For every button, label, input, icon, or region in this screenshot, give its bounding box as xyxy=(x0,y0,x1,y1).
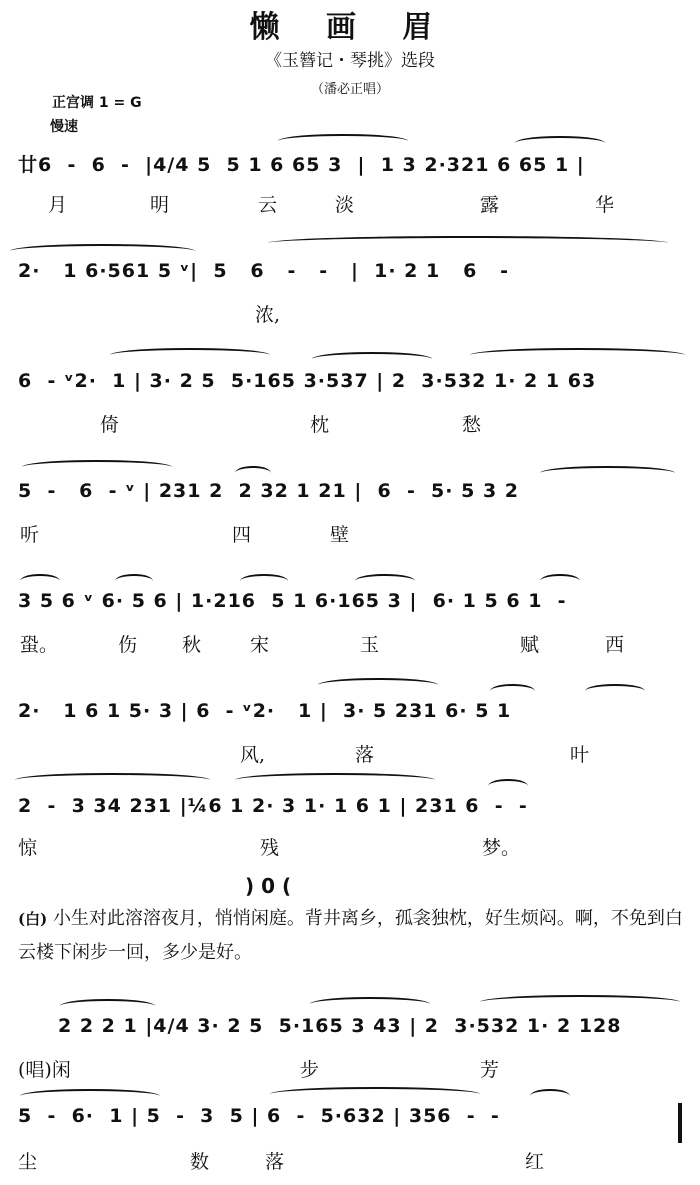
slur xyxy=(115,574,153,588)
lyric: 月 xyxy=(48,194,68,216)
slur xyxy=(270,1087,480,1101)
notation-line: 3 5 6 ᵛ 6· 5 6 | 1·216 5 1 6·165 3 | 6· 1 5 6 1 - xyxy=(18,590,567,612)
lyric: 愁 xyxy=(462,414,482,436)
page-subtitle: 《玉簪记・琴挑》选段 xyxy=(265,51,435,71)
lyric: 落 xyxy=(355,744,375,766)
slur xyxy=(585,684,645,698)
slur xyxy=(540,574,580,588)
notation-line: 2· 1 6 1 5· 3 | 6 - ᵛ2· 1 | 3· 5 231 6· 5 1 xyxy=(18,700,512,722)
lyric: 红 xyxy=(525,1151,545,1173)
slur xyxy=(60,999,155,1013)
lyric: 壁 xyxy=(330,524,350,546)
slur xyxy=(20,1089,160,1103)
lyric: 步 xyxy=(300,1059,320,1081)
lyric: 淡 xyxy=(335,194,355,216)
lyric: 宋 xyxy=(250,634,270,656)
lyric: 芳 xyxy=(480,1059,500,1081)
staff-8 xyxy=(0,1005,700,1095)
lyric: 倚 xyxy=(100,414,120,436)
notation-line: 廿6 - 6 - |4/4 5 5 1 6 65 3 | 1 3 2·321 6 65 1 | xyxy=(18,154,585,176)
lyric: 数 xyxy=(190,1151,210,1173)
staff-2 xyxy=(0,250,700,340)
lyric: 赋 xyxy=(520,634,540,656)
lyric: 落 xyxy=(265,1151,285,1173)
page-title: 懒 画 眉 xyxy=(249,10,451,45)
rest-marker: ) 0 ( xyxy=(245,874,292,898)
lyric: 蛩。 xyxy=(20,634,59,656)
notation-line: 5 - 6 - ᵛ | 231 2 2 32 1 21 | 6 - 5· 5 3 2 xyxy=(18,480,519,502)
slur xyxy=(268,236,668,250)
lyric: 尘 xyxy=(18,1151,38,1173)
slur xyxy=(480,995,680,1009)
slur xyxy=(235,466,271,480)
notation-line: 2 2 2 1 |4/4 3· 2 5 5·165 3 43 | 2 3·532 1· 2 128 xyxy=(58,1015,622,1037)
slur xyxy=(20,574,60,588)
notation-line: 5 - 6· 1 | 5 - 3 5 | 6 - 5·632 | 356 - - xyxy=(18,1105,500,1127)
lyric: 西 xyxy=(605,634,625,656)
lyric: 残 xyxy=(260,837,280,859)
slur xyxy=(310,997,430,1011)
staff-1 xyxy=(0,140,700,230)
slur xyxy=(278,134,408,148)
slur xyxy=(110,348,270,362)
lyric: 风, xyxy=(240,744,266,766)
slur xyxy=(235,773,435,787)
notation-line: 2· 1 6·561 5 ᵛ| 5 6 - - | 1· 2 1 6 - xyxy=(18,260,510,282)
slur xyxy=(240,574,288,588)
lyric: 华 xyxy=(595,194,615,216)
slur xyxy=(22,460,172,474)
spoken-text: 小生对此溶溶夜月，悄悄闲庭。背井离乡，孤衾独枕，好生烦闷。啊，不免到白云楼下闲步一回，多少是好。 xyxy=(18,908,683,963)
slur xyxy=(15,773,210,787)
slur xyxy=(355,574,415,588)
lyric: 伤 xyxy=(118,634,138,656)
lyric: 枕 xyxy=(310,414,330,436)
staff-3 xyxy=(0,360,700,450)
notation-line: 6 - ᵛ2· 1 | 3· 2 5 5·165 3·537 | 2 3·532 1· 2 1 63 xyxy=(18,370,597,392)
slur xyxy=(10,244,195,258)
slur xyxy=(488,779,528,793)
staff-9 xyxy=(0,1095,700,1185)
final-barline xyxy=(678,1103,682,1143)
tempo-marking: 慢速 xyxy=(50,119,78,135)
slur xyxy=(490,684,535,698)
spoken-passage xyxy=(18,902,690,970)
lyric: 玉 xyxy=(360,634,380,656)
lyric: 叶 xyxy=(570,744,590,766)
lyric: 云 xyxy=(258,194,278,216)
lyric: 四 xyxy=(232,524,252,546)
lyric: 梦。 xyxy=(482,837,521,859)
notation-line: 2 - 3 34 231 |¼6 1 2· 3 1· 1 6 1 | 231 6 - - xyxy=(18,795,528,817)
staff-4 xyxy=(0,470,700,560)
spoken-label: (白) xyxy=(18,910,48,928)
slur xyxy=(515,136,605,150)
singer-credit: （潘必正唱） xyxy=(310,82,389,97)
slur xyxy=(318,678,438,692)
slur xyxy=(540,466,675,480)
staff-6 xyxy=(0,690,700,780)
lyric: 浓, xyxy=(255,304,281,326)
slur xyxy=(470,348,685,362)
lyric: (唱)闲 xyxy=(18,1059,71,1081)
key-signature: 正宫调 1 = G xyxy=(52,95,142,111)
lyric: 秋 xyxy=(182,634,202,656)
lyric: 听 xyxy=(20,524,40,546)
slur xyxy=(312,352,432,366)
lyric: 惊 xyxy=(18,837,38,859)
lyric: 露 xyxy=(480,194,500,216)
staff-7 xyxy=(0,785,700,875)
lyric: 明 xyxy=(150,194,170,216)
slur xyxy=(530,1089,570,1103)
staff-5 xyxy=(0,580,700,670)
